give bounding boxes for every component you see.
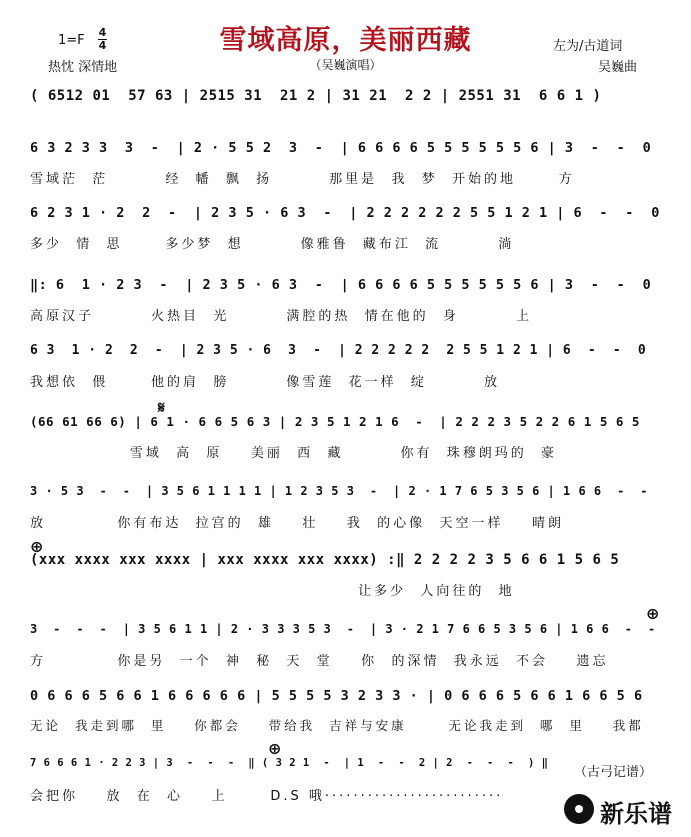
segno-mark: 𝄋 xyxy=(158,398,165,417)
lyrics-line: 高原汉子 火热目 光 满腔的热 情在他的 身 上 xyxy=(30,309,532,324)
lyrics-line: 雪域茫 茫 经 幡 飘 扬 那里是 我 梦 开始的地 方 xyxy=(30,172,575,187)
notation-line: 6 2 3 1 · 2 2 - | 2 3 5 · 6 3 - | 2 2 2 2 2 2 5 5 1 2 1 | 6 - - 0 xyxy=(30,205,660,221)
meter-top: 4 xyxy=(98,26,107,39)
lyricist-credit: 左为/古道词 xyxy=(553,39,623,54)
notation-line: (xxx xxxx xxx xxxx | xxx xxxx xxx xxxx) :‖ 2 2 2 2 3 5 6 6 1 5 6 5 xyxy=(30,552,620,568)
lyrics-line: 会把你 放 在 心 上 D.S 哦························· xyxy=(30,789,504,804)
notation-line: 7 6 6 6 1 · 2 2 3 | 3 - - - ‖ ( 3 2 1 - | 1 - - 2 | 2 - - - ) ‖ xyxy=(30,757,549,769)
coda-mark-end: ⊕ xyxy=(646,604,660,623)
coda-mark: ⊕ xyxy=(30,537,44,556)
composer-credit: 吴巍曲 xyxy=(598,60,638,75)
song-title: 雪域高原，美丽西藏 xyxy=(219,25,472,56)
notation-line: 6 3 1 · 2 2 - | 2 3 5 · 6 3 - | 2 2 2 2 2 2 5 5 1 2 1 | 6 - - 0 xyxy=(30,343,647,358)
lyrics-line: 我想依 偎 他的肩 膀 像雪莲 花一样 绽 放 xyxy=(30,375,500,390)
notation-line: 3 · 5 3 - - | 3 5 6 1 1 1 1 | 1 2 3 5 3 - | 2 · 1 7 6 5 3 5 6 | 1 6 6 - - xyxy=(30,484,648,498)
lyrics-line: 方 你是另 一个 神 秘 天 堂 你 的深情 我永远 不会 遗忘 xyxy=(30,654,609,669)
meter-bottom: 4 xyxy=(98,39,107,52)
site-logo xyxy=(560,790,680,830)
transcriber-note: （古弓记谱） xyxy=(574,765,653,780)
tempo-mark: 热忱 深情地 xyxy=(48,60,118,75)
notation-line: ( 6512 01 57 63 | 2515 31 21 2 | 31 21 2 2 | 2551 31 6 6 1 ) xyxy=(30,88,602,104)
lyrics-line: 多少 情 思 多少梦 想 像雅鲁 藏布江 流 淌 xyxy=(30,237,515,252)
notation-line: 3 - - - | 3 5 6 1 1 | 2 · 3 3 3 5 3 - | 3 · 2 1 7 6 6 5 3 5 6 | 1 6 6 - - xyxy=(30,622,656,636)
record-disc-icon xyxy=(564,794,594,824)
notation-line: 6 3 2 3 3 3 - | 2 · 5 5 2 3 - | 6 6 6 6 5 5 5 5 5 5 6 | 3 - - 0 xyxy=(30,140,652,156)
key-signature: 1=F xyxy=(58,33,85,48)
lyrics-line xyxy=(30,116,661,134)
coda-mark-final: ⊕ xyxy=(268,739,282,758)
singer-credit: （吴巍演唱） xyxy=(309,58,382,72)
notation-line: 0 6 6 6 5 6 6 1 6 6 6 6 6 | 5 5 5 5 3 2 3 3 · | 0 6 6 6 5 6 6 1 6 6 5 6 xyxy=(30,688,643,704)
notation-line: (66 61 66 6) | 6 1 · 6 6 5 6 3 | 2 3 5 1 2 1 6 - | 2 2 2 3 5 2 2 6 1 5 6 5 xyxy=(30,414,640,429)
notation-line: ‖: 6 1 · 2 3 - | 2 3 5 · 6 3 - | 6 6 6 6 5 5 5 5 5 5 6 | 3 - - 0 xyxy=(30,277,652,293)
time-signature xyxy=(98,27,107,52)
lyrics-line: 放 你有布达 拉宫的 雄 壮 我 的心像 天空一样 晴朗 xyxy=(30,516,564,531)
lyrics-line: 无论 我走到哪 里 你都会 带给我 吉祥与安康 无论我走到 哪 里 我都 xyxy=(30,718,644,733)
logo-text: 新乐谱 xyxy=(600,800,672,828)
lyrics-line: 雪域 高 原 美丽 西 藏 你有 珠穆朗玛的 豪 xyxy=(30,446,558,461)
lyrics-line: 让多少 人向往的 地 xyxy=(30,584,515,599)
